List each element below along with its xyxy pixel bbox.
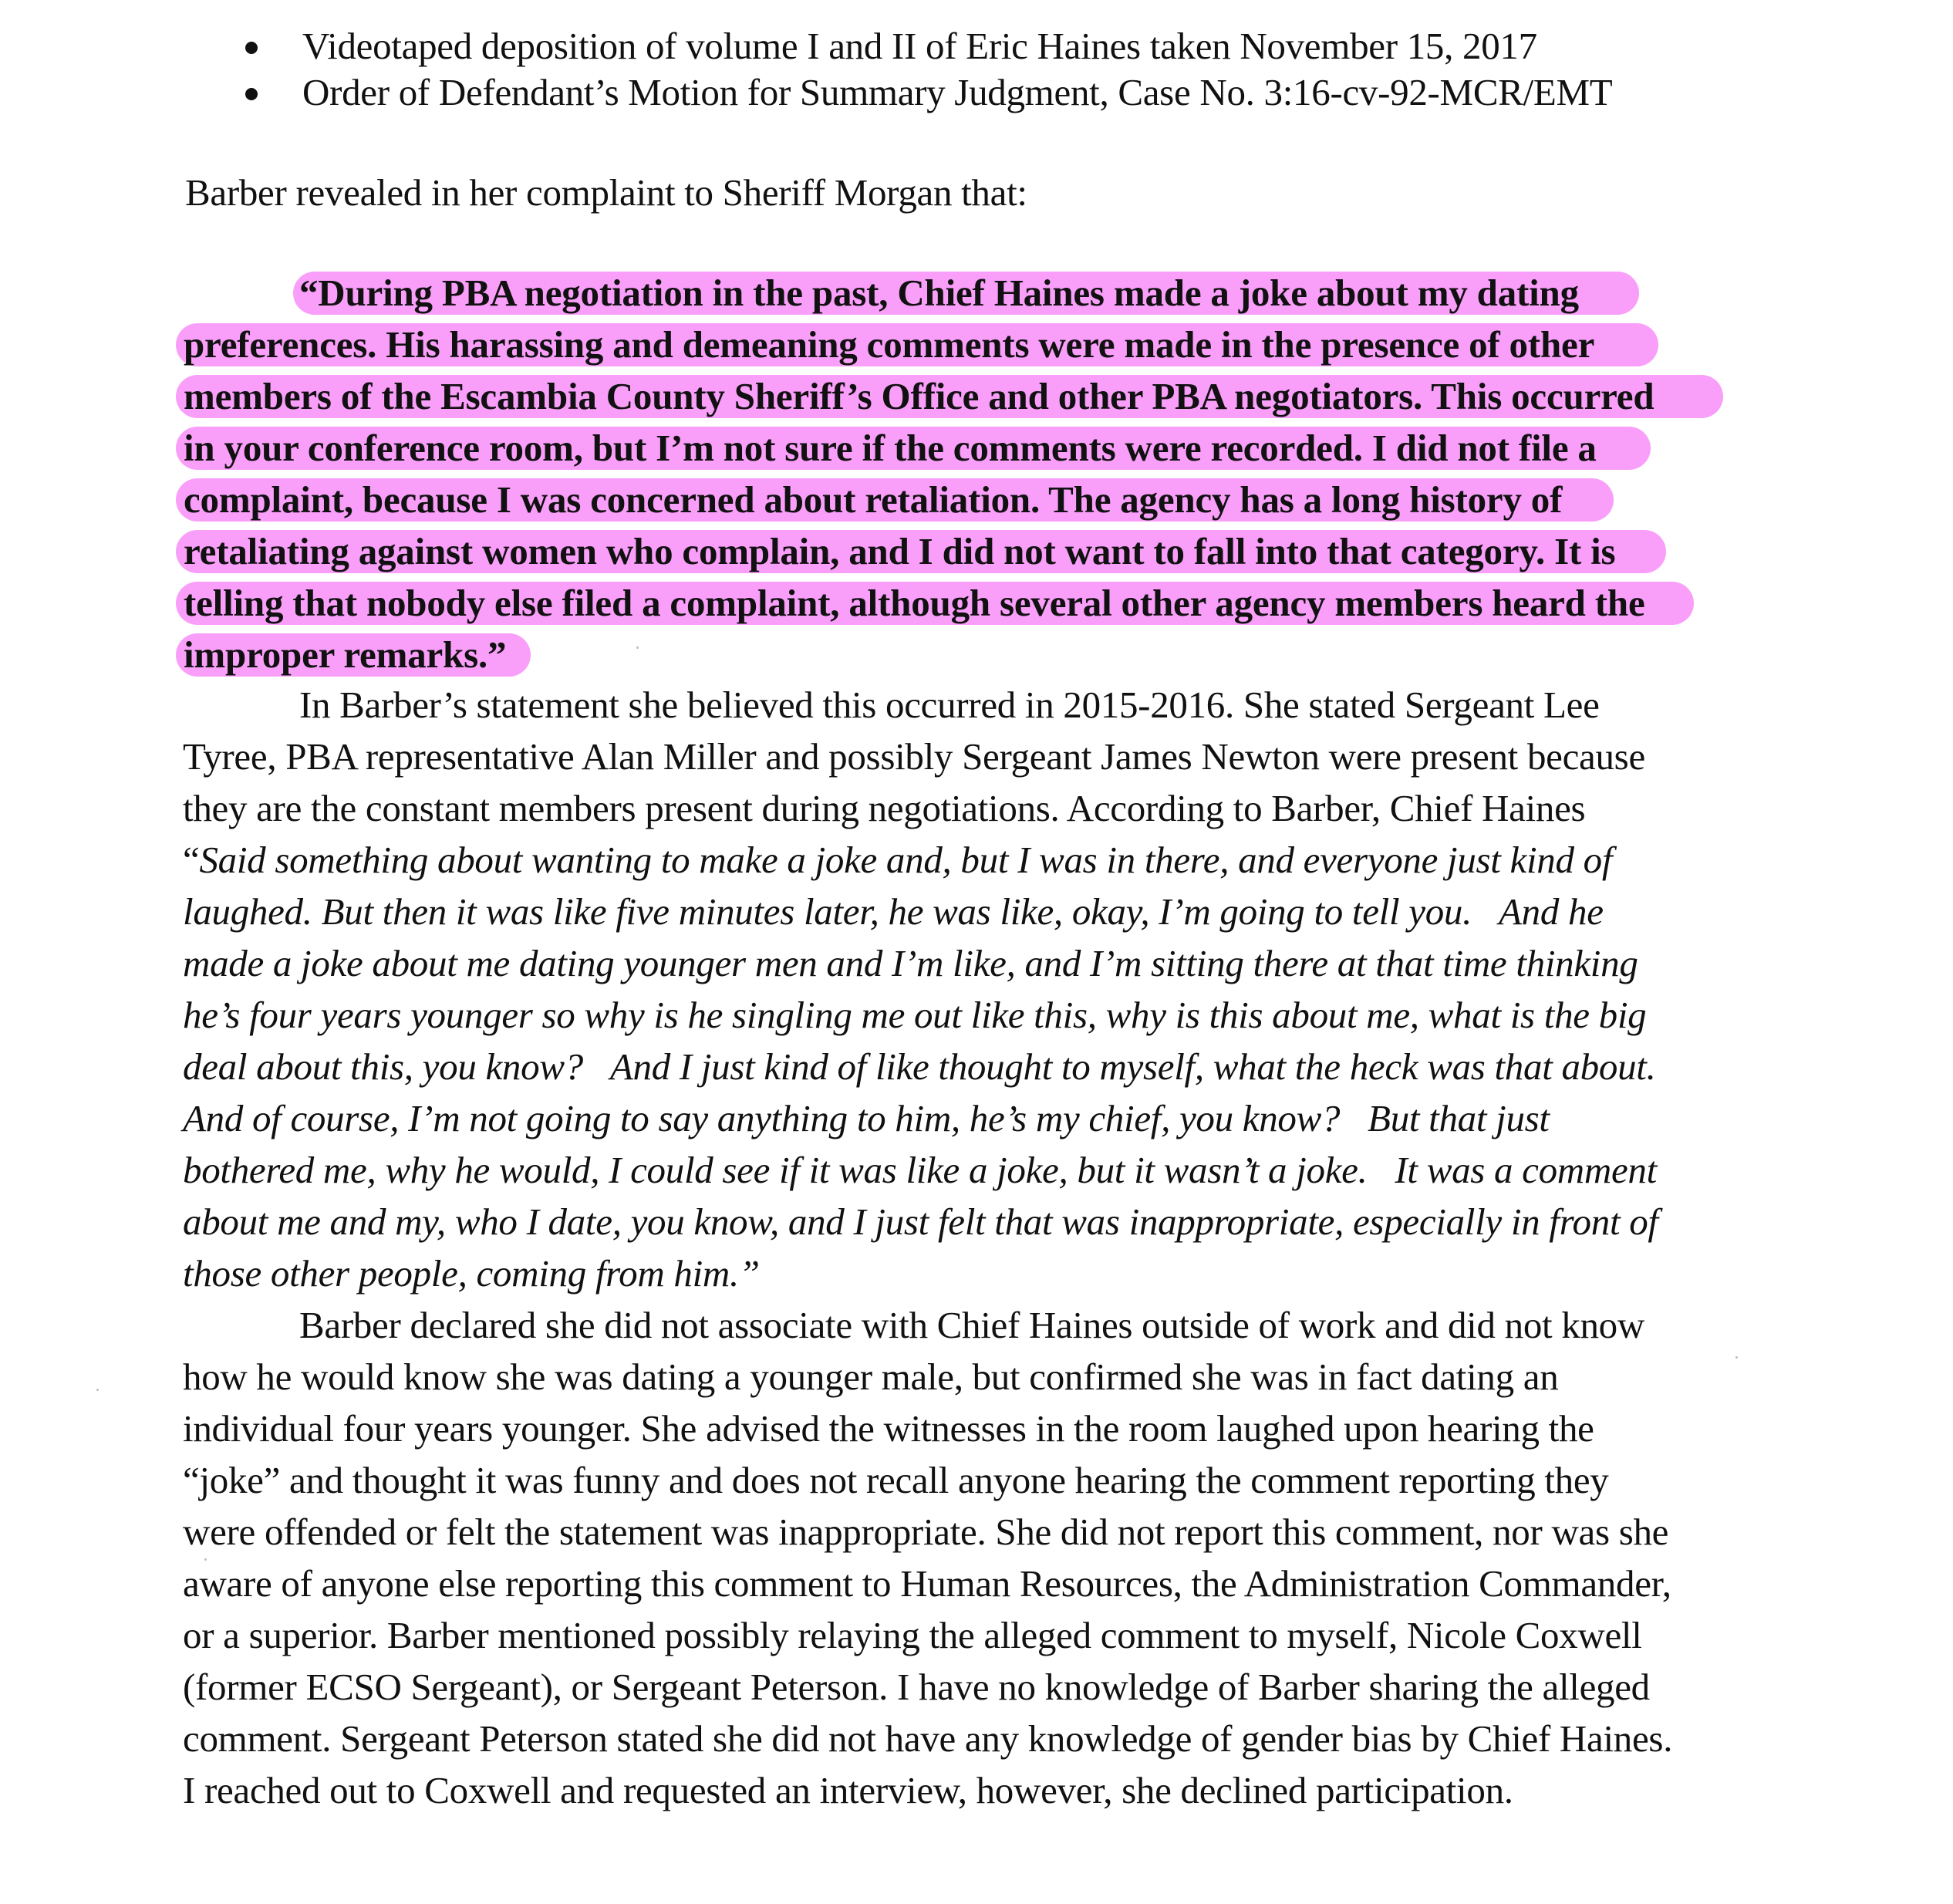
- scan-speck: [204, 1558, 207, 1561]
- italic-quote-line: about me and my, who I date, you know, and I just felt that was inappropriate, especially in front of: [183, 1200, 1658, 1243]
- quote-line: telling that nobody else filed a complaint, although several other agency members heard the: [184, 582, 1645, 624]
- intro-text: Barber revealed in her complaint to Sheriff Morgan that:: [185, 171, 1027, 214]
- italic-quote-line: made a joke about me dating younger men and I’m like, and I’m sitting there at that time thinking: [183, 942, 1638, 984]
- italic-quote-line: And of course, I’m not going to say anything to him, he’s my chief, you know? But that just: [183, 1097, 1550, 1139]
- italic-quote-line: laughed. But then it was like five minutes later, he was like, okay, I’m going to tell you. And he: [183, 890, 1604, 933]
- quote-line: members of the Escambia County Sheriff’s Office and other PBA negotiators. This occurred: [184, 375, 1654, 417]
- paragraph-line: Barber declared she did not associate with Chief Haines outside of work and did not know: [299, 1304, 1644, 1346]
- italic-quote-line: bothered me, why he would, I could see if it was like a joke, but it wasn’t a joke. It was a comment: [183, 1149, 1657, 1191]
- bullet-icon: [245, 42, 258, 54]
- source-item: Videotaped deposition of volume I and II of Eric Haines taken November 15, 2017: [302, 25, 1537, 67]
- quote-line: in your conference room, but I’m not sure if the comments were recorded. I did not file a: [184, 427, 1597, 469]
- paragraph-line: how he would know she was dating a younger male, but confirmed she was in fact dating an: [183, 1355, 1559, 1398]
- paragraph-line: Tyree, PBA representative Alan Miller and possibly Sergeant James Newton were present because: [183, 735, 1645, 778]
- bullet-icon: [245, 88, 258, 100]
- scan-speck: [1735, 1356, 1738, 1359]
- italic-quote-line: he’s four years younger so why is he singling me out like this, why is this about me, what is the big: [183, 994, 1647, 1036]
- quote-line: improper remarks.”: [184, 633, 507, 676]
- paragraph-line: were offended or felt the statement was inappropriate. She did not report this comment, nor was she: [183, 1511, 1669, 1553]
- paragraph-line: (former ECSO Sergeant), or Sergeant Peterson. I have no knowledge of Barber sharing the alleged: [183, 1666, 1650, 1708]
- italic-quote-line: Said something about wanting to make a joke and, but I was in there, and everyone just kind of: [199, 839, 1613, 881]
- paragraph-line: I reached out to Coxwell and requested an interview, however, she declined participation.: [183, 1769, 1513, 1811]
- scan-speck: [636, 646, 639, 649]
- italic-quote-line: those other people, coming from him.”: [183, 1252, 760, 1295]
- quote-line: retaliating against women who complain, and I did not want to fall into that category. It is: [184, 530, 1616, 572]
- quote-line: complaint, because I was concerned about retaliation. The agency has a long history of: [184, 478, 1563, 521]
- paragraph-line: individual four years younger. She advised the witnesses in the room laughed upon hearing the: [183, 1407, 1594, 1450]
- scan-speck: [96, 1389, 99, 1391]
- quote-line: “During PBA negotiation in the past, Chief Haines made a joke about my dating: [299, 272, 1579, 314]
- paragraph-line: they are the constant members present during negotiations. According to Barber, Chief Haines: [183, 787, 1586, 829]
- paragraph-line: aware of anyone else reporting this comment to Human Resources, the Administration Commander,: [183, 1562, 1671, 1605]
- paragraph-line: or a superior. Barber mentioned possibly relaying the alleged comment to myself, Nicole Coxwell: [183, 1614, 1642, 1656]
- paragraph-line: In Barber’s statement she believed this occurred in 2015-2016. She stated Sergeant Lee: [299, 684, 1600, 726]
- source-item: Order of Defendant’s Motion for Summary Judgment, Case No. 3:16-cv-92-MCR/EMT: [302, 71, 1613, 113]
- open-quote: “: [183, 839, 200, 881]
- paragraph-line: [183, 837, 1612, 883]
- italic-quote-line: deal about this, you know? And I just kind of like thought to myself, what the heck was that about.: [183, 1045, 1656, 1088]
- paragraph-line: “joke” and thought it was funny and does not recall anyone hearing the comment reporting they: [183, 1459, 1609, 1501]
- paragraph-line: comment. Sergeant Peterson stated she did not have any knowledge of gender bias by Chief Haines.: [183, 1717, 1673, 1760]
- quote-line: preferences. His harassing and demeaning comments were made in the presence of other: [184, 323, 1595, 366]
